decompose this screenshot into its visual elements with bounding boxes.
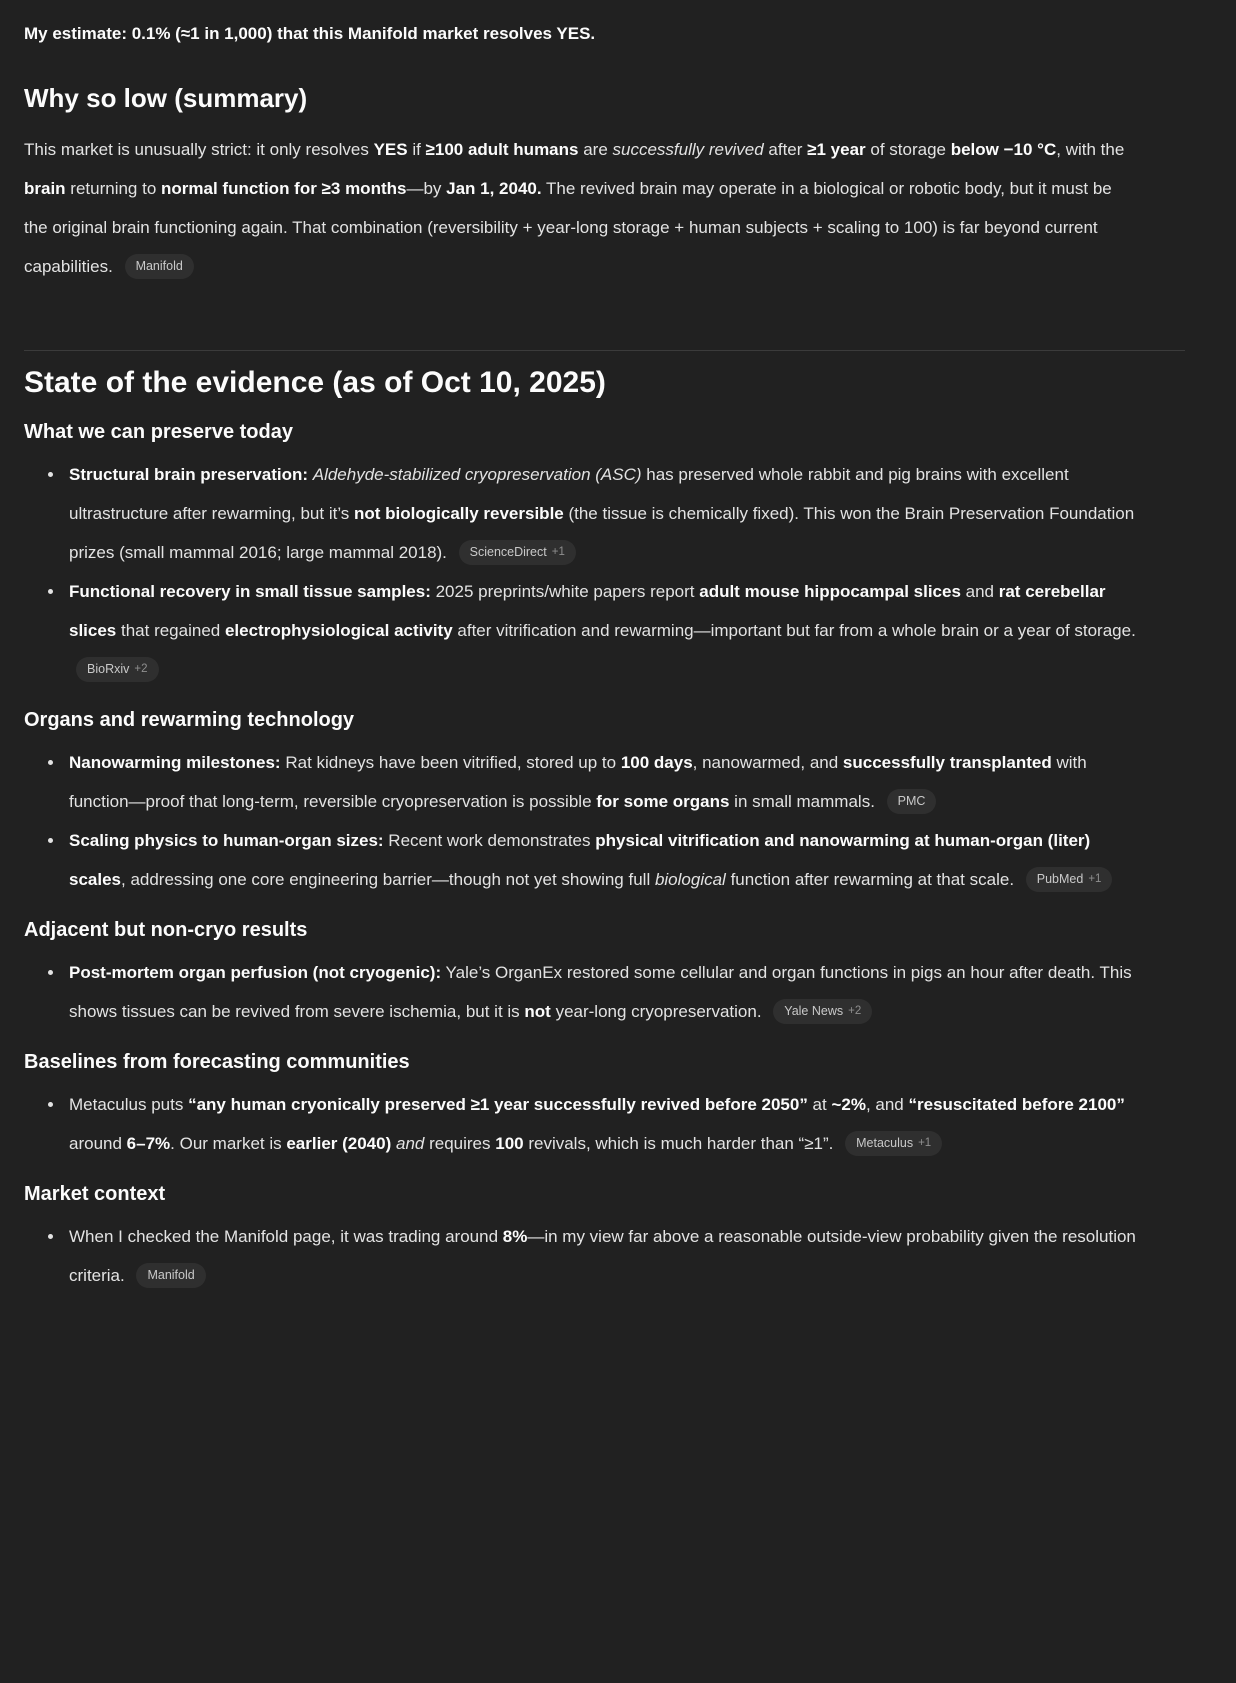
text-segment: 6–7% — [126, 1134, 171, 1153]
text-segment: function after rewarming at that scale. — [725, 870, 1019, 889]
citation-source-label: BioRxiv — [87, 662, 130, 676]
text-segment: returning to — [65, 179, 162, 198]
text-segment: —in my view far above a reasonable outside-view probability given the resolution criteria. — [69, 1227, 1136, 1285]
text-segment: ≥1 year — [807, 140, 866, 159]
heading-why-so-low: Why so low (summary) — [24, 83, 308, 113]
assistant-message — [24, 14, 1185, 1295]
text-segment: Structural brain preservation: — [69, 465, 313, 484]
text-segment: ~2% — [831, 1095, 866, 1114]
text-segment: adult mouse hippocampal slices — [699, 582, 961, 601]
text-segment: Rat kidneys have been vitrified, stored up to — [280, 753, 621, 772]
text-segment: rat cerebellar slices — [69, 582, 1106, 640]
text-segment: 8% — [502, 1227, 528, 1246]
citation-source-label: Manifold — [147, 1268, 195, 1282]
list-item — [24, 953, 1136, 1031]
citation-pill[interactable] — [845, 1131, 942, 1156]
text-segment: My estimate: 0.1% (≈1 in 1,000) that this Manifold market resolves YES. — [24, 24, 596, 43]
citation-pill[interactable] — [136, 1263, 205, 1288]
text-segment: and — [960, 582, 999, 601]
why-so-low-paragraph — [24, 130, 1136, 286]
text-segment: revivals, which is much harder than “≥1”. — [523, 1134, 839, 1153]
adjacent-non-cryo-list — [24, 953, 1185, 1031]
text-segment: The revived brain may operate in a biological or robotic body, but it must be the original brain functioning again. That combination (reversibility + year-long storage + human subjects + scaling to 100) is far beyond current capabilities. — [24, 179, 1112, 276]
text-segment: normal function for ≥3 months — [161, 179, 407, 198]
text-segment: if — [407, 140, 426, 159]
preserve-today-list — [24, 455, 1185, 689]
subheading-baselines-forecasting: Baselines from forecasting communities — [24, 1051, 410, 1073]
text-segment: Aldehyde-stabilized cryopreservation (ASC) — [312, 465, 642, 484]
text-segment: Recent work demonstrates — [383, 831, 596, 850]
text-segment: physical vitrification and nanowarming at human-organ (liter) scales — [69, 831, 1091, 889]
citation-source-label: Yale News — [784, 1004, 844, 1018]
text-segment: and — [395, 1134, 425, 1153]
list-item — [24, 455, 1136, 572]
text-segment: Yale’s OrganEx restored some cellular and organ functions in pigs an hour after death. This shows tissues can be revived from severe ischemia, but it is — [69, 963, 1132, 1021]
text-segment: successfully transplanted — [842, 753, 1052, 772]
citation-extra-count: +1 — [551, 546, 565, 558]
citation-source-label: PMC — [897, 794, 926, 808]
estimate-summary — [24, 14, 1136, 53]
list-item — [24, 821, 1136, 899]
text-segment: in small mammals. — [729, 792, 880, 811]
text-segment: with function—proof that long-term, reversible cryopreservation is possible — [69, 753, 1087, 811]
text-segment: that regained — [116, 621, 225, 640]
text-segment: Metaculus puts — [69, 1095, 189, 1114]
text-segment: after — [763, 140, 808, 159]
citation-extra-count: +2 — [134, 663, 148, 675]
text-segment: of storage — [865, 140, 951, 159]
text-segment: has preserved whole rabbit and pig brains with excellent ultrastructure after rewarming, but it’s — [69, 465, 1069, 523]
text-segment: ≥100 adult humans — [425, 140, 579, 159]
text-segment: . Our market is — [170, 1134, 287, 1153]
text-segment: YES — [373, 140, 408, 159]
subheading-adjacent-non-cryo: Adjacent but non-cryo results — [24, 919, 308, 941]
text-segment: (the tissue is chemically fixed). This won the Brain Preservation Foundation prizes (small mammal 2016; large mammal 2018). — [69, 504, 1135, 562]
citation-extra-count: +2 — [848, 1005, 862, 1017]
citation-extra-count: +1 — [918, 1137, 932, 1149]
list-item — [24, 743, 1136, 821]
market-context-list — [24, 1217, 1185, 1295]
text-segment: 100 days — [620, 753, 693, 772]
citation-pill[interactable] — [459, 540, 576, 565]
text-segment: below −10 °C — [950, 140, 1057, 159]
section-divider — [24, 350, 1185, 351]
text-segment: for some organs — [596, 792, 730, 811]
text-segment: 100 — [495, 1134, 524, 1153]
citation-pill[interactable] — [125, 254, 194, 279]
text-segment: Post-mortem organ perfusion (not cryogenic): — [69, 963, 442, 982]
list-item — [24, 1217, 1136, 1295]
text-segment: earlier (2040) — [286, 1134, 392, 1153]
text-segment: are — [578, 140, 613, 159]
text-segment: , addressing one core engineering barrier—though not yet showing full — [121, 870, 655, 889]
subheading-organs-rewarming: Organs and rewarming technology — [24, 709, 355, 731]
citation-source-label: Manifold — [135, 259, 183, 273]
citation-pill[interactable] — [773, 999, 872, 1024]
text-segment: “any human cryonically preserved ≥1 year successfully revived before 2050” — [188, 1095, 808, 1114]
text-segment: , and — [865, 1095, 909, 1114]
text-segment: requires — [424, 1134, 496, 1153]
text-segment: 2025 preprints/white papers report — [430, 582, 700, 601]
text-segment: electrophysiological activity — [224, 621, 453, 640]
citation-source-label: Metaculus — [856, 1136, 914, 1150]
text-segment: Scaling physics to human-organ sizes: — [69, 831, 384, 850]
text-segment: Jan 1, 2040. — [446, 179, 542, 198]
text-segment: , nanowarmed, and — [692, 753, 843, 772]
subheading-market-context: Market context — [24, 1183, 166, 1205]
text-segment: —by — [406, 179, 447, 198]
text-segment: brain — [24, 179, 66, 198]
subheading-preserve-today: What we can preserve today — [24, 421, 293, 443]
citation-source-label: PubMed — [1036, 872, 1084, 886]
heading-state-of-evidence: State of the evidence (as of Oct 10, 2025) — [24, 366, 606, 399]
text-segment: , with the — [1056, 140, 1125, 159]
text-segment: successfully revived — [612, 140, 764, 159]
list-item — [24, 572, 1136, 689]
citation-source-label: ScienceDirect — [469, 545, 547, 559]
text-segment: Nanowarming milestones: — [69, 753, 281, 772]
text-segment: “resuscitated before 2100” — [908, 1095, 1125, 1114]
text-segment: This market is unusually strict: it only resolves — [24, 140, 374, 159]
text-segment: Functional recovery in small tissue samples: — [69, 582, 431, 601]
text-segment: at — [807, 1095, 832, 1114]
citation-pill[interactable] — [1026, 867, 1113, 892]
citation-extra-count: +1 — [1088, 873, 1102, 885]
baselines-forecasting-list — [24, 1085, 1185, 1163]
text-segment: around — [69, 1134, 127, 1153]
citation-pill[interactable] — [887, 789, 937, 814]
text-segment: not — [524, 1002, 551, 1021]
text-segment: year-long cryopreservation. — [550, 1002, 767, 1021]
organs-rewarming-list — [24, 743, 1185, 899]
text-segment: biological — [654, 870, 726, 889]
text-segment: When I checked the Manifold page, it was trading around — [69, 1227, 503, 1246]
text-segment: after vitrification and rewarming—important but far from a whole brain or a year of storage. — [452, 621, 1136, 640]
text-segment: not biologically reversible — [354, 504, 564, 523]
list-item — [24, 1085, 1136, 1163]
citation-pill[interactable] — [76, 657, 159, 682]
